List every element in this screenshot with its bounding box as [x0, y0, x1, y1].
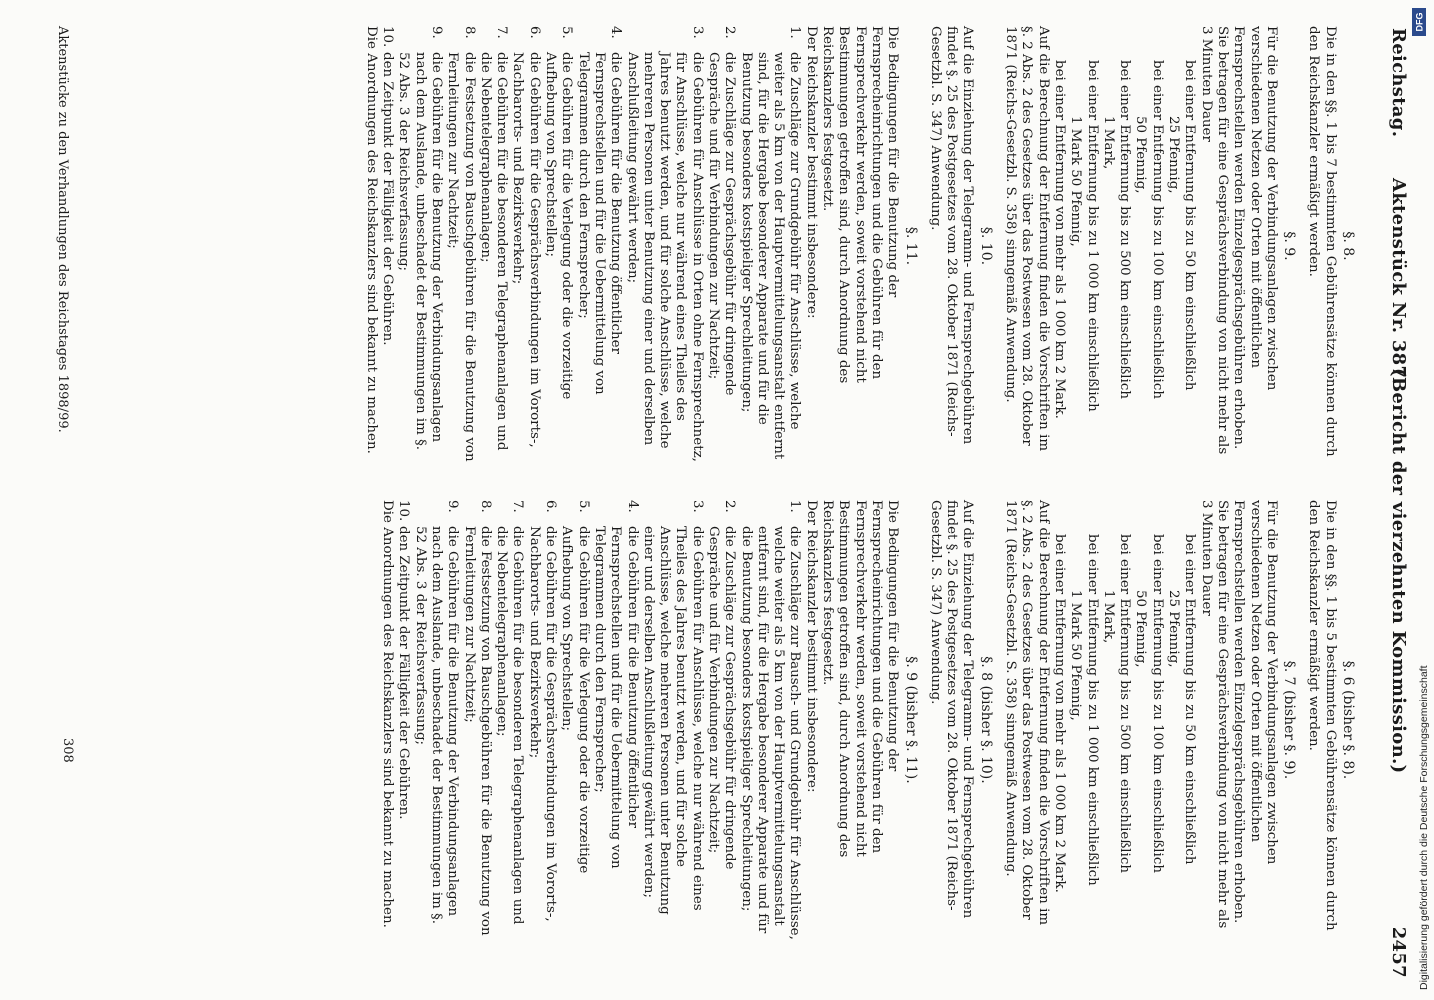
footer-text: Aktenstücke zu den Verhandlungen des Reichstages 1898/99. [55, 26, 70, 433]
item-text: die Gebühren für Anschlüsse, welche nur während eines Theiles des Jahres benutzt werden, und für solche Anschlüsse, welche mehreren Personen unter Benutzung einer und derselben Anschlußleitung gewährt werden; [640, 526, 705, 915]
item-number: 1. [787, 500, 803, 513]
section-subtext: Der Reichskanzler bestimmt insbesondere: [803, 500, 819, 793]
item-number: 9. [428, 26, 444, 39]
section-heading: §. 6 (bisher §. 8). [1340, 660, 1356, 780]
item-number: 4. [608, 26, 624, 39]
list-item [395, 500, 411, 940]
section-text: Für die Benutzung der Verbindungsanlagen zwischen verschiedenen Netzen oder Orten mit öffentlichen Fernsprechstellen werden Einzelgesprächsgebühren erhoben. Sie betragen für eine Gesprächsverbindung von nicht mehr als 3 Minuten Dauer [1198, 500, 1279, 929]
list-item [558, 500, 591, 940]
section-heading: §. 9 (bisher §. 11). [902, 656, 919, 784]
list-item [705, 26, 738, 466]
item-text: die Gebühren für die Verlegung oder die vorzeitige Aufhebung von Sprechstellen; [543, 52, 575, 400]
list-item [542, 26, 575, 466]
item-text: die Gebühren für Anschlüsse in Orten ohne Fernsprechnetz, für Anschlüsse, welche nur während eines Theiles des Jahres benutzt werden, und für solche Anschlüsse, welche mehreren Personen unter Benutzung einer und derselben Anschlußleitung gewährt werden; [624, 52, 705, 462]
item-number: 2. [722, 26, 738, 39]
rate-value: 1 Mark, [1100, 116, 1116, 170]
item-number: 6. [543, 500, 559, 513]
item-number: 6. [526, 26, 542, 39]
rate-value: 50 Pfennig, [1133, 590, 1149, 668]
funding-notice: Digitalisierung gefördert durch die Deutsche Forschungsgemeinschaft [1418, 665, 1430, 990]
section-text: Auf die Berechnung der Entfernung finden die Vorschriften im §. 2 Abs. 2 des Gesetzes über das Postwesen vom 28. Oktober 1871 (Reichs-Gesetzbl. S. 358) sinngemäß Anwendung. [1003, 26, 1051, 452]
rate-value: 50 Pfennig, [1133, 116, 1149, 194]
item-number: 10. [396, 500, 412, 522]
rate-value: 25 Pfennig, [1166, 116, 1182, 194]
rate-value: 1 Mark, [1100, 590, 1116, 644]
section-heading: §. 7 (bisher §. 9). [1281, 660, 1298, 780]
item-number: 9. [445, 500, 461, 513]
item-number: 10. [380, 26, 396, 48]
item-number: 3. [689, 500, 705, 513]
header-left: Reichstag. [1388, 28, 1409, 138]
rate-value: 25 Pfennig, [1166, 590, 1182, 668]
item-text: die Gebühren für die Benutzung öffentlicher Fernsprechstellen und für die Uebermittelung von Telegrammen durch den Fernsprecher; [575, 52, 624, 395]
section-text: Auf die Berechnung der Entfernung finden die Vorschriften im §. 2 Abs. 2 des Gesetzes über das Postwesen vom 28. Oktober 1871 (Reichs-Gesetzbl. S. 358) sinngemäß Anwendung. [1003, 500, 1051, 926]
item-text: die Zuschläge zur Bausch- und Grundgebühr für Anschlüsse, welche weiter als 5 km von der Hauptvermittelungsanstalt entfernt sind, für die Hergabe besonderer Apparate und für die Benutzung besonders kostspieliger Sprechleitungen; [738, 526, 803, 940]
list-item [493, 500, 526, 940]
rate-line: bei einer Entfernung von mehr als 1 000 km 2 Mark. [1051, 60, 1067, 419]
list-item [395, 26, 444, 466]
section-heading: §. 8 (bisher §. 10). [977, 656, 994, 784]
section-text: Die in den §§. 1 bis 5 bestimmten Gebührensätze können durch den Reichskanzler ermäßigt werden. [1306, 500, 1338, 931]
dfg-logo [1412, 8, 1426, 36]
item-number: 3. [689, 26, 705, 39]
rate-line: bei einer Entfernung bis zu 100 km einschließlich [1149, 534, 1165, 873]
closing-text: Die Anordnungen des Reichskanzlers sind bekannt zu machen. [380, 500, 396, 928]
section-heading: §. 8. [1340, 231, 1356, 261]
section-text: Auf die Einziehung der Telegramm- und Fernsprechgebühren findet §. 25 des Postgesetzes vom 28. Oktober 1871 (Reichs-Gesetzbl. S. 347) Anwendung. [927, 26, 976, 445]
item-text: die Gebühren für die Benutzung der Verbindungsanlagen nach dem Auslande, unbeschadet der Bestimmungen im §. 52 Abs. 3 der Reichsverfassung; [396, 52, 444, 451]
list-item [460, 500, 493, 940]
header-title: Aktenstück Nr. 387. [1388, 178, 1409, 385]
list-item [379, 26, 395, 466]
rate-line: bei einer Entfernung bis zu 1 000 km einschließlich [1084, 534, 1100, 886]
list-item [525, 500, 558, 940]
item-text: die Gebühren für die Benutzung der Verbindungsanlagen nach dem Auslande, unbeschadet der Bestimmungen im §. 52 Abs. 3 der Reichsverfassung; [412, 526, 461, 925]
right-column [379, 500, 1362, 940]
item-number: 5. [575, 500, 591, 513]
list-item [591, 500, 640, 940]
section-heading: §. 11. [902, 226, 919, 266]
rate-value: 1 Mark 50 Pfennig, [1068, 590, 1084, 721]
rate-line: bei einer Entfernung bis zu 500 km einschließlich [1117, 534, 1133, 873]
item-text: die Gebühren für die besonderen Telegraphenanlagen und die Nebentelegraphenanlagen; [477, 52, 510, 451]
section-subtext: Der Reichskanzler bestimmt insbesondere: [803, 26, 819, 319]
list-item [444, 26, 477, 466]
list-item [705, 500, 738, 940]
list-item [737, 500, 802, 940]
item-text: den Zeitpunkt der Fälligkeit der Gebühren. [380, 52, 396, 346]
section-text: Die in den §§. 1 bis 7 bestimmten Gebührensätze können durch den Reichskanzler ermäßigt werden. [1306, 26, 1338, 457]
item-text: den Zeitpunkt der Fälligkeit der Gebühren. [396, 526, 412, 820]
item-text: die Festsetzung von Bauschgebühren für die Benutzung von Fernleitungen zur Nachtzeit; [445, 52, 477, 462]
item-number: 5. [559, 26, 575, 39]
section-text: Für die Benutzung der Verbindungsanlagen zwischen verschiedenen Netzen oder Orten mit öffentlichen Fernsprechstellen werden Einzelgesprächsgebühren erhoben. Sie betragen für eine Gesprächsverbindung von nicht mehr als 3 Minuten Dauer [1198, 26, 1279, 455]
section-text: Die Bedingungen für die Benutzung der Fernsprecheinrichtungen und die Gebühren für den Fernsprechverkehr werden, soweit vorstehend nicht Bestimmungen getroffen sind, durch Anordnung des Reichskanzlers festgesetzt. [820, 26, 901, 384]
section-heading: §. 9. [1281, 231, 1298, 261]
rate-line: bei einer Entfernung bis zu 50 km einschließlich [1182, 534, 1198, 865]
list-item [574, 26, 623, 466]
item-number: 4. [624, 500, 640, 513]
rate-value: 1 Mark 50 Pfennig, [1068, 116, 1084, 247]
document-page [35, 18, 1410, 978]
footer-page-number: 308 [60, 738, 75, 763]
item-text: die Zuschläge zur Gesprächsgebühr für dringende Gespräche und für Verbindungen zur Nachtzeit; [706, 52, 738, 396]
list-item [509, 26, 542, 466]
item-text: die Festsetzung von Bauschgebühren für die Benutzung von Fernleitungen zur Nachtzeit; [461, 526, 493, 936]
section-heading: §. 10. [977, 226, 994, 266]
list-item [737, 26, 802, 466]
item-text: die Zuschläge zur Gesprächsgebühr für dringende Gespräche und für Verbindungen zur Nachtzeit; [706, 526, 738, 870]
item-number: 7. [494, 26, 510, 39]
list-item [640, 500, 705, 940]
item-text: die Gebühren für die Verlegung oder die vorzeitige Aufhebung von Sprechstellen; [559, 526, 591, 874]
item-number: 8. [461, 26, 477, 39]
item-number: 8. [477, 500, 493, 513]
item-number: 2. [722, 500, 738, 513]
item-number: 7. [510, 500, 526, 513]
item-text: die Gebühren für die Gesprächsverbindungen im Vororts-, Nachbarorts- und Bezirksverkehr; [526, 526, 559, 922]
rate-line: bei einer Entfernung bis zu 50 km einschließlich [1182, 60, 1198, 391]
rate-line: bei einer Entfernung von mehr als 1 000 km 2 Mark. [1051, 534, 1067, 893]
item-number: 1. [787, 26, 803, 39]
item-text: die Zuschläge zur Grundgebühr für Anschlüsse, welche weiter als 5 km von der Hauptvermittelungsanstalt entfernt sind, für die Hergabe besonderer Apparate und für die Benutzung besonders kostspieliger Sprechleitungen; [738, 52, 803, 460]
page-number: 2457 [1388, 926, 1409, 978]
list-item [411, 500, 460, 940]
section-text: Auf die Einziehung der Telegramm- und Fernsprechgebühren findet §. 25 des Postgesetzes vom 28. Oktober 1871 (Reichs-Gesetzbl. S. 347) Anwendung. [927, 500, 976, 919]
rate-line: bei einer Entfernung bis zu 1 000 km einschließlich [1084, 60, 1100, 412]
item-text: die Gebühren für die Gesprächsverbindungen im Vororts-, Nachbarorts- und Bezirksverkehr; [510, 52, 542, 448]
section-text: Die Bedingungen für die Benutzung der Fernsprecheinrichtungen und die Gebühren für den Fernsprechverkehr werden, soweit vorstehend nicht Bestimmungen getroffen sind, durch Anordnung des Reichskanzlers festgesetzt. [820, 500, 901, 858]
running-header [1382, 18, 1410, 978]
dfg-logo-text: DFG [1414, 12, 1424, 32]
rate-line: bei einer Entfernung bis zu 500 km einschließlich [1117, 60, 1133, 399]
header-subtitle: (Bericht der vierzehnten Kommission.) [1388, 368, 1409, 774]
left-column [362, 26, 1362, 466]
list-item [477, 26, 510, 466]
rate-line: bei einer Entfernung bis zu 100 km einschließlich [1149, 60, 1165, 399]
list-item [623, 26, 704, 466]
closing-text: Die Anordnungen des Reichskanzlers sind bekannt zu machen. [363, 26, 379, 454]
item-text: die Gebühren für die Benutzung öffentlicher Fernsprechstellen und für die Uebermittelung von Telegrammen durch den Fernsprecher; [591, 526, 640, 869]
item-text: die Gebühren für die besonderen Telegraphenanlagen und die Nebentelegraphenanlagen; [494, 526, 526, 925]
